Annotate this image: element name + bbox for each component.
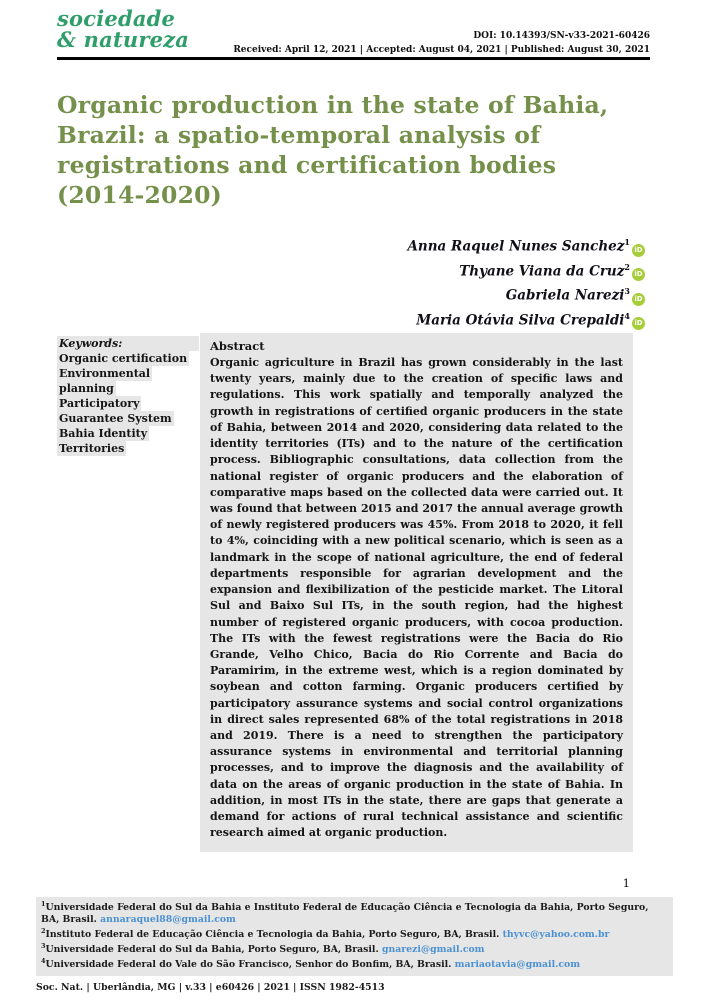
journal-logo-line1: sociedade — [57, 6, 176, 31]
header-divider — [57, 57, 650, 60]
author-name: Maria Otávia Silva Crepaldi — [416, 312, 625, 328]
orcid-icon[interactable]: iD — [632, 317, 645, 330]
footnote-email-link[interactable]: thyvc@yahoo.com.br — [502, 928, 610, 940]
doi-text: DOI: 10.14393/SN-v33-2021-60426 — [473, 31, 650, 41]
footnote-sup: 3 — [41, 941, 46, 950]
abstract-text: Organic agriculture in Brazil has grown considerably in the last twenty years, mainly due to the creation of specific laws and regulations. This work spatially and temporally analyzed the growth in registrations of certified organic producers in the state of Bahia, between 2014 and 2020, considering data related to the identity territories (ITs) and to the nature of the certification process. Bibliographic consultations, data collection from the national register of organic producers and the elaboration of comparative maps based on the collected data were carried out. It was found that between 2015 and 2017 the annual average growth of newly registered producers was 45%. From 2018 to 2020, it fell to 4%, coinciding with a new political scenario, which is seen as a landmark in the scope of national agriculture, the end of federal departments responsible for agrarian development and the expansion and flexibilization of the pesticide market. The Litoral Sul and Baixo Sul ITs, in the south region, had the highest number of registered organic producers, with cocoa production. The ITs with the fewest registrations were the Bacia do Rio Grande, Velho Chico, Bacia do Rio Corrente and Bacia do Paramirim, in the extreme west, which is a region dominated by soybean and cotton farming. Organic producers certified by participatory assurance systems and social control organizations in direct sales represented 68% of the total registrations in 2018 and 2019. There is a need to strengthen the participatory assurance systems in environmental and territorial planning processes, and to improve the diagnosis and the availability of data on the areas of organic production in the state of Bahia. In addition, in most ITs in the state, there are gaps that generate a demand for actions of rural technical assistance and scientific research aimed at organic production. — [210, 356, 623, 840]
author-name: Thyane Viana da Cruz — [459, 263, 625, 279]
page-number: 1 — [622, 876, 630, 890]
keywords-heading: Keywords: — [57, 336, 199, 351]
footnote-sup: 4 — [41, 956, 46, 965]
keyword-item — [57, 366, 199, 396]
journal-footer-line: Soc. Nat. | Uberlândia, MG | v.33 | e60426 | 2021 | ISSN 1982-4513 — [36, 982, 385, 993]
author-row — [407, 286, 645, 306]
keywords-block — [57, 336, 199, 456]
author-affiliation-sup: 3 — [624, 286, 630, 296]
footnote — [41, 900, 668, 926]
authors-block — [407, 237, 645, 335]
author-affiliation-sup: 1 — [624, 237, 630, 247]
page-title: Organic production in the state of Bahia, Brazil: a spatio-temporal analysis of registrations and certification bodies (2014-2020) — [57, 91, 609, 210]
footnote-sup: 1 — [41, 900, 46, 908]
journal-logo-line2: & natureza — [57, 27, 190, 53]
author-affiliation-sup: 4 — [624, 310, 630, 321]
header-meta — [233, 29, 650, 58]
keyword-text: Environmental planning — [59, 367, 151, 395]
author-name: Anna Raquel Nunes Sanchez — [407, 238, 625, 255]
footnotes-block — [36, 897, 673, 976]
keyword-text: Bahia Identity Territories — [59, 427, 148, 455]
orcid-icon[interactable]: iD — [632, 244, 645, 257]
footnote-email-link[interactable]: gnarezi@gmail.com — [381, 943, 485, 955]
author-name: Gabriela Narezi — [505, 287, 625, 304]
footnote — [41, 942, 668, 956]
footnote-sup: 2 — [41, 926, 46, 935]
keyword-text: Organic certification — [59, 352, 188, 365]
abstract-heading: Abstract — [210, 339, 265, 353]
footnote — [41, 927, 668, 941]
author-row — [407, 237, 645, 257]
journal-logo — [57, 8, 189, 51]
footnote-text: Instituto Federal de Educação Ciência e Tecnologia da Bahia, Porto Seguro, BA, Brasil. — [45, 928, 503, 940]
keyword-text: Participatory Guarantee System — [59, 397, 172, 425]
orcid-icon[interactable]: iD — [632, 268, 645, 281]
footnote-text: Universidade Federal do Vale do São Francisco, Senhor do Bonfim, BA, Brasil. — [45, 958, 455, 970]
footnote-email-link[interactable]: mariaotavia@gmail.com — [454, 958, 581, 970]
keyword-item — [57, 351, 199, 366]
author-row — [407, 311, 645, 331]
dates-text: Received: April 12, 2021 | Accepted: August 04, 2021 | Published: August 30, 2021 — [233, 45, 650, 56]
footnote — [41, 957, 668, 971]
footnote-email-link[interactable]: annaraquel88@gmail.com — [100, 913, 236, 925]
author-row — [407, 262, 645, 282]
keyword-item — [57, 426, 199, 456]
author-affiliation-sup: 2 — [624, 261, 630, 272]
keyword-item — [57, 396, 199, 426]
abstract-box — [200, 333, 633, 852]
orcid-icon[interactable]: iD — [632, 293, 645, 306]
footnote-text: Universidade Federal do Sul da Bahia, Porto Seguro, BA, Brasil. — [45, 943, 382, 955]
footnote-text: Universidade Federal do Sul da Bahia e Instituto Federal de Educação Ciência e Tecnologia da Bahia, Porto Seguro, BA, Brasil. — [41, 902, 649, 925]
